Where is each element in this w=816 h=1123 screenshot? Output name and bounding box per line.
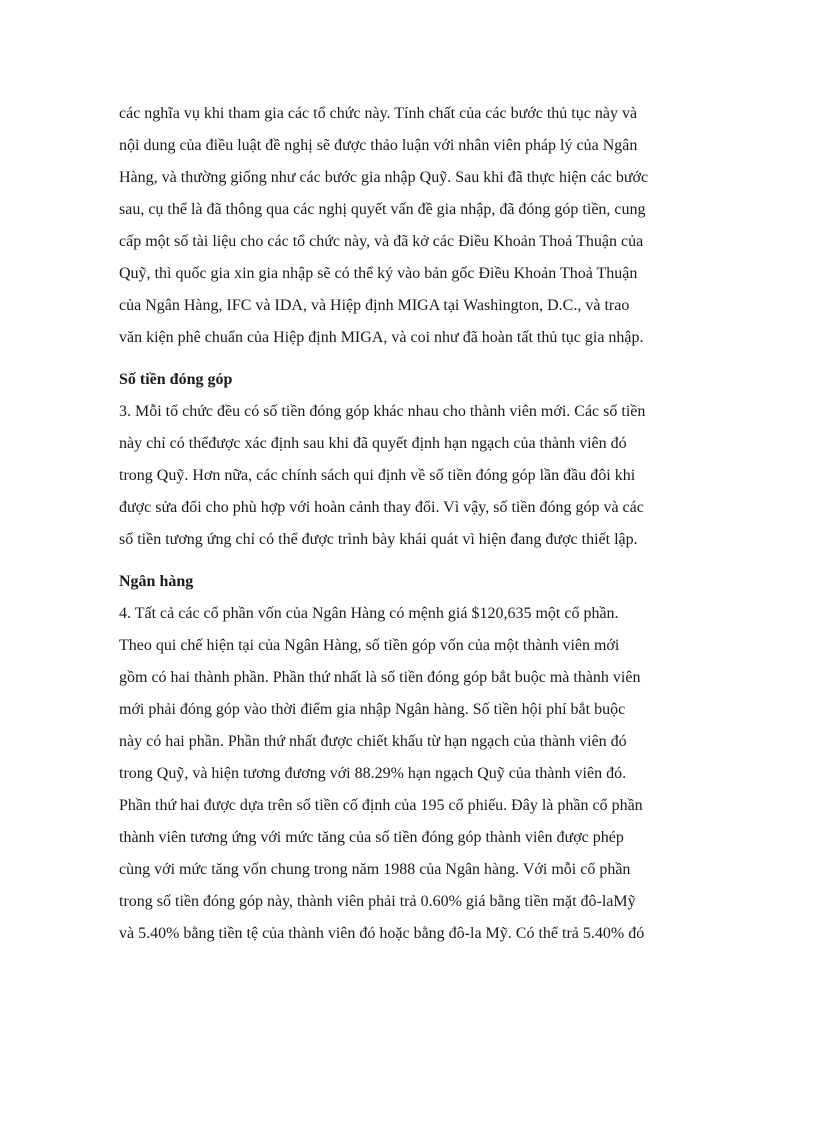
paragraph-line: nội dung của điều luật đề nghị sẽ được thảo luận với nhân viên pháp lý của Ngân — [119, 137, 638, 154]
paragraph-line: gồm có hai thành phần. Phần thứ nhất là số tiền đóng góp bắt buộc mà thành viên — [119, 669, 641, 686]
section-heading: Ngân hàng — [119, 573, 194, 590]
paragraph-line: được sửa đổi cho phù hợp với hoàn cảnh thay đổi. Vì vậy, số tiền đóng góp và các — [119, 499, 644, 516]
paragraph-line: trong số tiền đóng góp này, thành viên phải trả 0.60% giá bằng tiền mặt đô-laMỹ — [119, 893, 636, 910]
paragraph-line: trong Quỹ, và hiện tương đương với 88.29% hạn ngạch Quỹ của thành viên đó. — [119, 765, 627, 782]
paragraph-line: thành viên tương ứng với mức tăng của số tiền đóng góp thành viên được phép — [119, 829, 624, 846]
paragraph-line: cùng với mức tăng vốn chung trong năm 1988 của Ngân hàng. Với mỗi cổ phần — [119, 861, 631, 878]
paragraph-line: số tiền tương ứng chỉ có thể được trình bày khái quát vì hiện đang được thiết lập. — [119, 531, 638, 548]
paragraph-line: 3. Mỗi tổ chức đều có số tiền đóng góp khác nhau cho thành viên mới. Các số tiền — [119, 403, 646, 420]
paragraph-line: Theo qui chế hiện tại của Ngân Hàng, số tiền góp vốn của một thành viên mới — [119, 637, 620, 654]
section-contribution — [119, 364, 719, 556]
paragraph-gap — [119, 354, 719, 364]
paragraph-line: Hàng, và thường giống như các bước gia nhập Quỹ. Sau khi đã thực hiện các bước — [119, 169, 649, 186]
paragraph-line: Quỹ, thì quốc gia xin gia nhập sẽ có thể ký vào bản gốc Điều Khoản Thoả Thuận — [119, 265, 638, 282]
paragraph-line: Phần thứ hai được dựa trên số tiền cố định của 195 cổ phiếu. Đây là phần cổ phần — [119, 797, 643, 814]
paragraph-line: 4. Tất cả các cổ phần vốn của Ngân Hàng có mệnh giá $120,635 một cổ phần. — [119, 605, 619, 622]
section-heading: Số tiền đóng góp — [119, 371, 233, 388]
paragraph-line: và 5.40% bằng tiền tệ của thành viên đó hoặc bằng đô-la Mỹ. Có thể trả 5.40% đó — [119, 925, 645, 942]
paragraph-line: sau, cụ thể là đã thông qua các nghị quyết vấn đề gia nhập, đã đóng góp tiền, cung — [119, 201, 646, 218]
paragraph-line: của Ngân Hàng, IFC và IDA, và Hiệp định MIGA tại Washington, D.C., và trao — [119, 297, 630, 314]
paragraph-line: này chỉ có thểđược xác định sau khi đã quyết định hạn ngạch của thành viên đó — [119, 435, 627, 452]
paragraph-line: cấp một số tài liệu cho các tổ chức này, và đã kở các Điều Khoản Thoả Thuận của — [119, 233, 644, 250]
intro-paragraph — [119, 98, 719, 354]
paragraph-line: các nghĩa vụ khi tham gia các tổ chức này. Tính chất của các bước thủ tục này và — [119, 105, 638, 122]
paragraph-gap — [119, 556, 719, 566]
document-page — [119, 98, 719, 950]
section-bank — [119, 566, 719, 950]
paragraph-line: trong Quỹ. Hơn nữa, các chính sách qui định về số tiền đóng góp lần đầu đôi khi — [119, 467, 636, 484]
paragraph-line: mới phải đóng góp vào thời điểm gia nhập Ngân hàng. Số tiền hội phí bắt buộc — [119, 701, 626, 718]
paragraph-line: này có hai phần. Phần thứ nhất được chiết khấu từ hạn ngạch của thành viên đó — [119, 733, 627, 750]
paragraph-line: văn kiện phê chuẩn của Hiệp định MIGA, và coi như đã hoàn tất thủ tục gia nhập. — [119, 329, 644, 346]
